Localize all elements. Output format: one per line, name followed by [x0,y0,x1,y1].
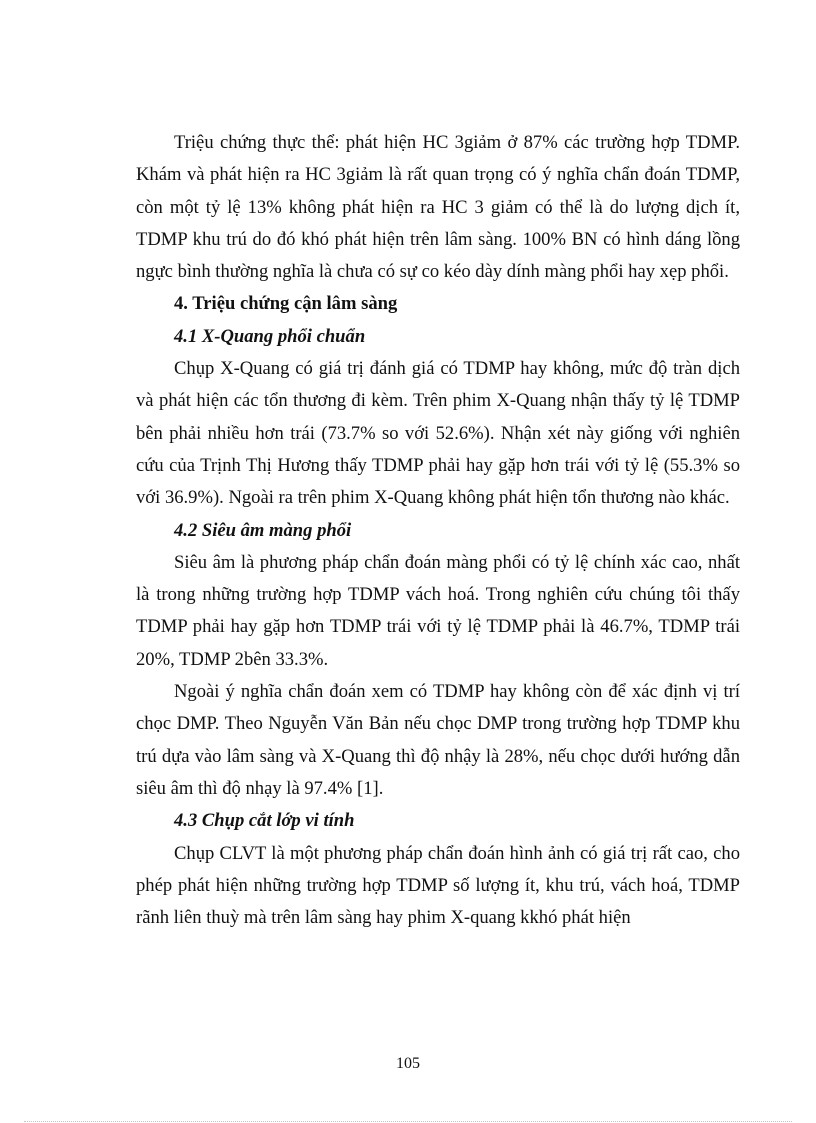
section-heading-paraclinical: 4. Triệu chứng cận lâm sàng [174,293,398,315]
subsection-heading-ct: 4.3 Chụp cắt lớp vi tính [174,810,355,832]
document-body [136,127,740,934]
page-bottom-divider [24,1121,792,1122]
subsection-heading-xray: 4.1 X-Quang phổi chuẩn [174,325,366,347]
paragraph-ultrasound: Siêu âm là phương pháp chẩn đoán màng phổi có tỷ lệ chính xác cao, nhất là trong những trường hợp TDMP vách hoá. Trong nghiên cứu chúng tôi thấy TDMP phải hay gặp hơn TDMP trái với tỷ lệ TDMP phải là 46.7%, TDMP trái 20%, TDMP 2bên 33.3%. [136,551,740,670]
page-number: 105 [396,1055,420,1072]
subsection-heading-ultrasound: 4.2 Siêu âm màng phổi [174,519,352,541]
paragraph-xray: Chụp X-Quang có giá trị đánh giá có TDMP hay không, mức độ tràn dịch và phát hiện các tổn thương đi kèm. Trên phim X-Quang nhận thấy tỷ lệ TDMP bên phải nhiều hơn trái (73.7% so với 52.6%). Nhận xét này giống với nghiên cứu của Trịnh Thị Hương thấy TDMP phải hay gặp hơn trái với tỷ lệ (55.3% so với 36.9%). Ngoài ra trên phim X-Quang không phát hiện tổn thương nào khác. [136,358,740,509]
paragraph-ct: Chụp CLVT là một phương pháp chẩn đoán hình ảnh có giá trị rất cao, cho phép phát hiện những trường hợp TDMP số lượng ít, khu trú, vách hoá, TDMP rãnh liên thuỳ mà trên lâm sàng hay phim X-quang kkhó phát hiện [136,842,740,929]
paragraph-ultrasound-guidance: Ngoài ý nghĩa chẩn đoán xem có TDMP hay không còn để xác định vị trí chọc DMP. Theo Nguyễn Văn Bản nếu chọc DMP trong trường hợp TDMP khu trú dựa vào lâm sàng và X-Quang thì độ nhậy là 28%, nếu chọc dưới hướng dẫn siêu âm thì độ nhạy là 97.4% [1]. [136,681,740,799]
paragraph-clinical-signs: Triệu chứng thực thể: phát hiện HC 3giảm ở 87% các trường hợp TDMP. Khám và phát hiện ra HC 3giảm là rất quan trọng có ý nghĩa chẩn đoán TDMP, còn một tỷ lệ 13% không phát hiện ra HC 3 giảm có thể là do lượng dịch ít, TDMP khu trú do đó khó phát hiện trên lâm sàng. 100% BN có hình dáng lồng ngực bình thường nghĩa là chưa có sự co kéo dày dính màng phổi hay xẹp phổi. [136,132,740,283]
